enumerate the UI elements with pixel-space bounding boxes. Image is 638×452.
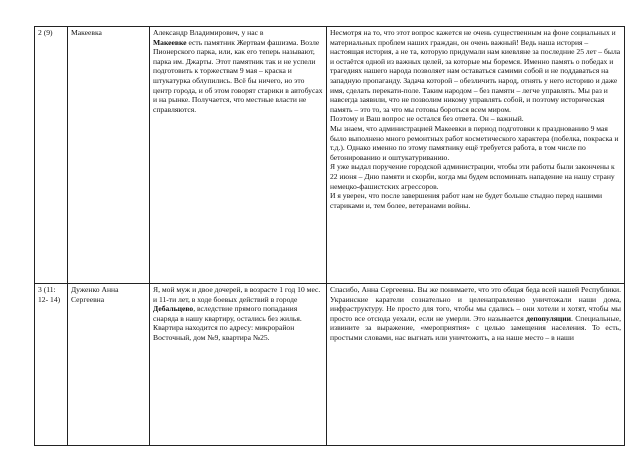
answer-paragraph: Мы знаем, что администрацией Макеевки в период подготовки к празднованию 9 мая было выполнено много ремонтных работ косметического характера (побелка, покраска и т.д.). Однако именно по этому памятнику ещё требуется работа, в том числе по бетонированию и оштукатуриванию.	[330, 123, 619, 162]
answer-paragraph: Я уже выдал поручение городской администрации, чтобы эти работы были закончены к 22 июня – Дню памяти и скорби, когда мы будем вспоминать нападение на нашу страну немецко-фашистских агрессоров.	[330, 162, 615, 191]
answer-cell	[327, 27, 625, 284]
answer-text-lead: Спасибо, Анна Сергеевна. Вы же понимаете, что это общая беда всей нашей Республики. Украинские каратели сознательно и целенаправленно уничтожали наши дома, инфраструктуру. Не просто для того, чтобы мы сдались – они хотели и хотят, чтобы мы просто все отсюда уехали, если не умерли. Это называется	[330, 285, 621, 323]
table-row	[35, 27, 625, 284]
row-number: 3 (11: 12- 14)	[35, 284, 68, 446]
city-cell: Макеевка	[68, 27, 150, 284]
answer-text-tail: . Специальные, извините за выражение, «мероприятия» с целью замещения населения. То есть, простыми словами, нас выгнать или уничтожить, а на наше место – в наши	[330, 313, 621, 342]
question-cell	[150, 27, 327, 284]
row-number: 2 (9)	[35, 27, 68, 284]
table-row	[35, 284, 625, 446]
question-bold-text: Дебальцево	[153, 304, 194, 314]
answer-paragraph: Поэтому и Ваш вопрос не остался без ответа. Он – важный.	[330, 114, 524, 124]
question-text-rest: , вследствие прямого попадания снаряда в нашу квартиру, остались без жилья. Квартира находится по адресу: микрорайон Восточный, дом №9, квартира №25.	[153, 304, 302, 342]
question-cell	[150, 284, 327, 446]
question-bold-text: Макеевке	[153, 37, 187, 47]
question-text-prefix: Александр Владимирович, у нас в	[153, 28, 264, 37]
author-name-cell: Дуженко Анна Сергеевна	[68, 284, 150, 446]
letters-table	[34, 26, 625, 446]
answer-bold-text: депопуляции	[526, 313, 571, 323]
question-text-prefix: Я, мой муж и двое дочерей, в возрасте 1 год 10 мес. и 11-ти лет, в ходе боевых действий в городе	[153, 285, 321, 304]
answer-cell	[327, 284, 625, 446]
answer-paragraph: Несмотря на то, что этот вопрос кажется не очень существенным на фоне социальных и материальных проблем наших граждан, он очень важный! Ведь наша история – настоящая история, а не та, которую придумали нам киевляне за последние 25 лет – была и остаётся одной из важных целей, за которые мы боремся. Именно память о победах и трагедиях нашего народа позволяет нам оставаться самими собой и не поддаваться на западную пропаганду. Задача которой – обезличить народ, отнять у него историю и даже имя, сделать перекати-поле. Таким народом – без памяти – легче управлять. Мы раз и навсегда заявили, что не позволим никому управлять собой, и поэтому историческая память – это то, за что мы готовы бороться всем миром.	[330, 28, 621, 114]
answer-paragraph: И я уверен, что после завершения работ нам не будет больше стыдно перед нашими стариками и, тем более, ветеранами войны.	[330, 191, 603, 210]
question-text-rest: есть памятник Жертвам фашизма. Возле Пионерского парка, или, как его теперь называют, парка им. Джарты. Этот памятник так и не успели подготовить к торжествам 9 мая – краска и штукатурка облупились. Всё бы ничего, но это центр города, и об этом говорят старики в автобусах и на рынке. Получается, что местные власти не справляются.	[153, 37, 323, 114]
